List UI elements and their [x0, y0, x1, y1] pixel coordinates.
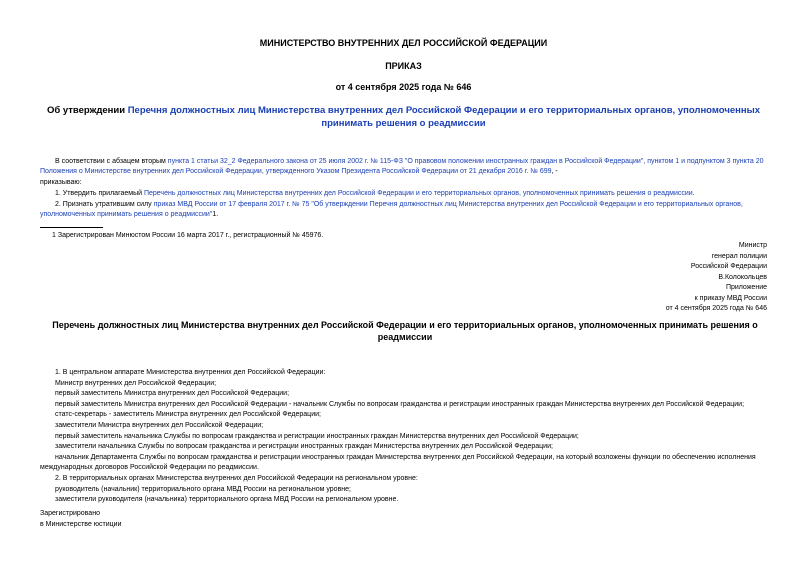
footnote: 1 Зарегистрирован Минюстом России 16 марта 2017 г., регистрационный № 45976. [52, 232, 324, 239]
list-title: Перечень должностных лиц Министерства внутренних дел Российской Федерации и его территориальных органов, уполномоченных принимать решения о реадмиссии [52, 320, 758, 342]
appendix-line: Приложение [725, 284, 767, 291]
document-type: ПРИКАЗ [385, 61, 422, 71]
list-item: Министр внутренних дел Российской Федерации; [55, 379, 217, 387]
order-item-text: . [692, 190, 695, 197]
preamble-paragraph [40, 157, 770, 177]
order-word: приказываю: [40, 179, 82, 186]
list-item: первый заместитель Министра внутренних дел Российской Федерации; [55, 390, 290, 398]
ministry-heading: МИНИСТЕРСТВО ВНУТРЕННИХ ДЕЛ РОССИЙСКОЙ ФЕДЕРАЦИИ [259, 38, 548, 48]
appendix-line: к приказу МВД России [694, 294, 767, 302]
list-item: первый заместитель начальника Службы по вопросам гражданства и регистрации иностранных граждан Министерства внутренних дел Российской Федерации; [55, 432, 579, 440]
list-item: 1. В центральном аппарате Министерства внутренних дел Российской Федерации: [55, 369, 326, 376]
list-item: заместители начальника Службы по вопросам гражданства и регистрации иностранных граждан Министерства внутренних дел Российской Федерации; [55, 443, 553, 451]
signature-line: Российской Федерации [690, 263, 767, 270]
appendix-line: от 4 сентября 2025 года № 646 [665, 305, 767, 312]
order-item-2 [40, 200, 770, 220]
list-item: заместители Министра внутренних дел Российской Федерации; [55, 421, 264, 429]
footnote-mark: 1. [212, 211, 219, 218]
list-item: заместители руководителя (начальника) территориального органа МВД России на региональном уровне. [55, 496, 399, 504]
preamble-text: , - [551, 168, 558, 175]
list-item: 2. В территориальных органах Министерства внутренних дел Российской Федерации на региональном уровне: [55, 474, 418, 482]
list-item: первый заместитель Министра внутренних дел Российской Федерации - начальник Службы по вопросам гражданства и регистрации иностранных граждан Министерства внутренних дел Российской Федерации; [55, 400, 745, 408]
order-item-text: 1. Утвердить прилагаемый [55, 190, 144, 197]
repealed-order-link[interactable]: приказ МВД России от 17 февраля 2017 г. № 75 "Об утверждении Перечня должностных лиц Министерства внутренних дел Российской Федерации и его территориальных органов, уполномоченных принимать решения о реадмиссии" [40, 201, 743, 218]
officials-list [40, 368, 770, 506]
preamble [40, 157, 770, 221]
footnote-divider [40, 227, 103, 228]
list-item: статс-секретарь - заместитель Министра внутренних дел Российской Федерации; [55, 411, 321, 419]
title-prefix: Об утверждении [46, 105, 128, 116]
signature-line: В.Колокольцев [718, 273, 767, 281]
signature-block [547, 241, 767, 315]
law-reference-link[interactable]: пункта 1 статьи 32_2 Федерального закона от 25 июля 2002 г. № 115-ФЗ "О правовом положении иностранных граждан в Российской Федерации", пунктом 1 и подпунктом 3 пункта 20 Положения о Министерстве внутренних дел Российской Федерации, утвержденного Указом Президента Российской Федерации от 21 декабря 2016 г. № 699 [40, 158, 764, 175]
list-item: руководитель (начальник) территориального органа МВД России на региональном уровне; [55, 485, 351, 493]
registration-note [40, 509, 121, 530]
list-reference-link[interactable]: Перечень должностных лиц Министерства внутренних дел Российской Федерации и его территориальных органов, уполномоченных принимать решения о реадмиссии [143, 190, 693, 197]
title-link[interactable]: Перечня должностных лиц Министерства внутренних дел Российской Федерации и его территориальных органов, уполномоченных принимать решения о реадмиссии [127, 105, 761, 129]
document-date-number: от 4 сентября 2025 года № 646 [335, 82, 472, 92]
preamble-text: В соответствии с абзацем вторым [55, 158, 168, 165]
signature-line: генерал полиции [711, 252, 767, 260]
registration-line: Зарегистрировано [40, 510, 100, 517]
order-item-1 [40, 189, 770, 199]
list-item: начальник Департамента Службы по вопросам гражданства и регистрации иностранных граждан Министерства внутренних дел Российской Федерации, на который возложены функции по обеспечению исполнения международных договоров Российской Федерации по реадмиссии. [40, 453, 756, 472]
document-title [20, 104, 787, 130]
signature-line: Министр [738, 242, 767, 249]
order-item-text: 2. Признать утратившим силу [55, 201, 154, 208]
registration-line: в Министерстве юстиции [40, 520, 122, 528]
